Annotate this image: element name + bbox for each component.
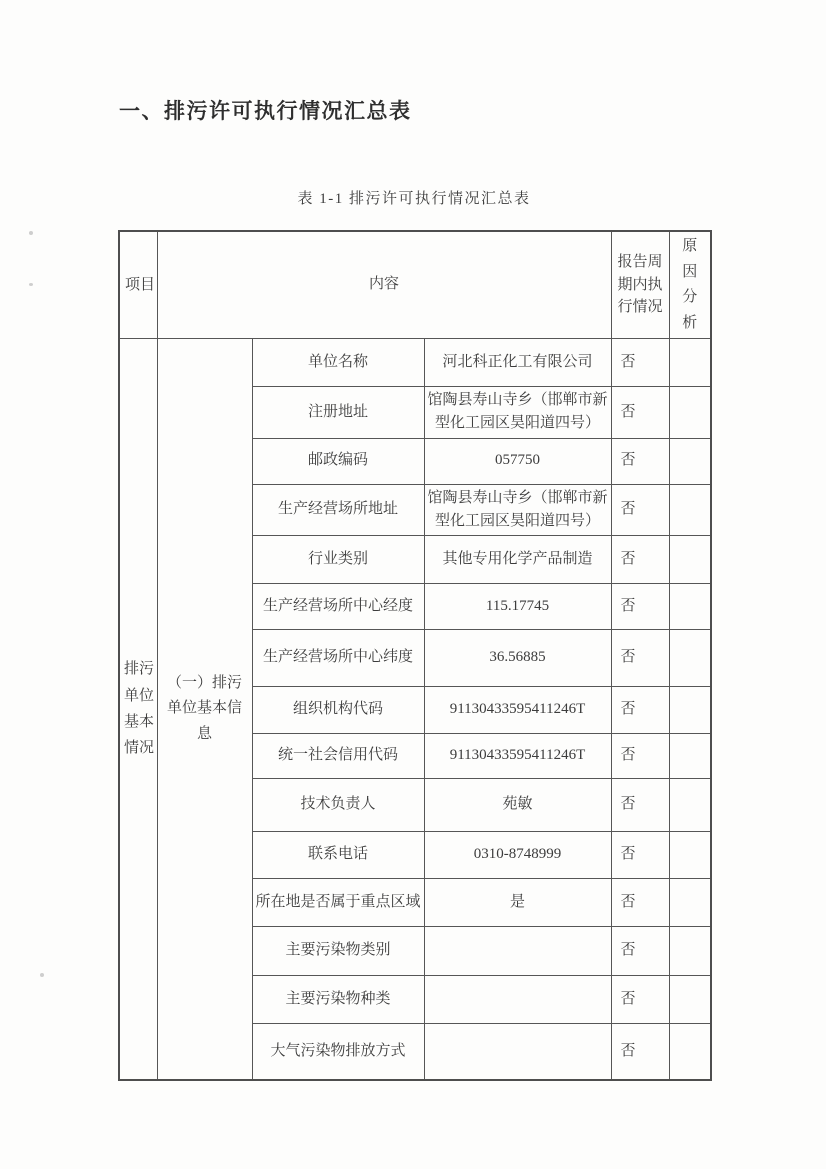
permit-execution-summary-table [118,230,712,1081]
reason-cell [669,734,711,779]
execution-status-cell: 否 [611,927,669,976]
field-label-cell: 生产经营场所中心经度 [252,584,424,630]
field-label-cell: 联系电话 [252,832,424,879]
reason-cell [669,630,711,687]
field-value-cell: 36.56885 [424,630,611,687]
header-period-execution [611,231,669,339]
reason-cell [669,976,711,1024]
execution-status-cell: 否 [611,387,669,439]
table-header-row [119,231,711,339]
field-label-cell: 单位名称 [252,339,424,387]
execution-status-cell: 否 [611,734,669,779]
reason-cell [669,1024,711,1080]
field-label-cell: 技术负责人 [252,779,424,832]
execution-status-cell: 否 [611,584,669,630]
field-value-cell: 91130433595411246T [424,687,611,734]
header-reason-analysis-label: 原因分析 [682,238,698,331]
field-label-cell: 生产经营场所地址 [252,484,424,536]
execution-status-cell: 否 [611,832,669,879]
field-value-cell: 馆陶县寿山寺乡（邯郸市新型化工园区昊阳道四号） [424,484,611,536]
field-label-cell: 注册地址 [252,387,424,439]
field-value-cell: 是 [424,879,611,927]
field-value-cell: 115.17745 [424,584,611,630]
execution-status-cell: 否 [611,1024,669,1080]
field-label-cell: 统一社会信用代码 [252,734,424,779]
field-label-cell: 生产经营场所中心纬度 [252,630,424,687]
field-value-cell: 0310-8748999 [424,832,611,879]
header-period-execution-label: 报告周期内执行情况 [617,254,663,316]
field-value-cell: 馆陶县寿山寺乡（邯郸市新型化工园区昊阳道四号） [424,387,611,439]
content-group-label: （一）排污单位基本信息 [166,674,242,742]
scan-speck [29,231,33,235]
content-group-cell [157,339,252,1080]
reason-cell [669,832,711,879]
reason-cell [669,687,711,734]
execution-status-cell: 否 [611,438,669,484]
reason-cell [669,536,711,584]
execution-status-cell: 否 [611,976,669,1024]
item-category-label: 排污单位基本情况 [123,661,154,756]
field-value-cell: 其他专用化学产品制造 [424,536,611,584]
reason-cell [669,339,711,387]
field-label-cell: 主要污染物种类 [252,976,424,1024]
execution-status-cell: 否 [611,536,669,584]
scan-speck [29,283,33,286]
item-category-cell [119,339,157,1080]
reason-cell [669,927,711,976]
field-label-cell: 组织机构代码 [252,687,424,734]
header-reason-analysis [669,231,711,339]
reason-cell [669,387,711,439]
field-label-cell: 主要污染物类别 [252,927,424,976]
reason-cell [669,879,711,927]
field-value-cell: 057750 [424,438,611,484]
reason-cell [669,584,711,630]
header-item [119,231,157,339]
header-content: 内容 [157,231,611,339]
table-row [119,339,711,387]
table-caption: 表 1-1 排污许可执行情况汇总表 [297,191,531,207]
execution-status-cell: 否 [611,630,669,687]
field-value-cell: 苑敏 [424,779,611,832]
field-label-cell: 行业类别 [252,536,424,584]
execution-status-cell: 否 [611,779,669,832]
reason-cell [669,484,711,536]
execution-status-cell: 否 [611,879,669,927]
field-label-cell: 邮政编码 [252,438,424,484]
section-title: 一、排污许可执行情况汇总表 [119,99,412,123]
header-item-label: 项目 [124,276,155,293]
field-value-cell: 91130433595411246T [424,734,611,779]
field-label-cell: 大气污染物排放方式 [252,1024,424,1080]
field-value-cell: 河北科正化工有限公司 [424,339,611,387]
reason-cell [669,779,711,832]
reason-cell [669,438,711,484]
scan-speck [40,973,44,977]
field-value-cell [424,927,611,976]
field-value-cell [424,1024,611,1080]
field-label-cell: 所在地是否属于重点区域 [252,879,424,927]
field-value-cell [424,976,611,1024]
execution-status-cell: 否 [611,484,669,536]
execution-status-cell: 否 [611,687,669,734]
execution-status-cell: 否 [611,339,669,387]
